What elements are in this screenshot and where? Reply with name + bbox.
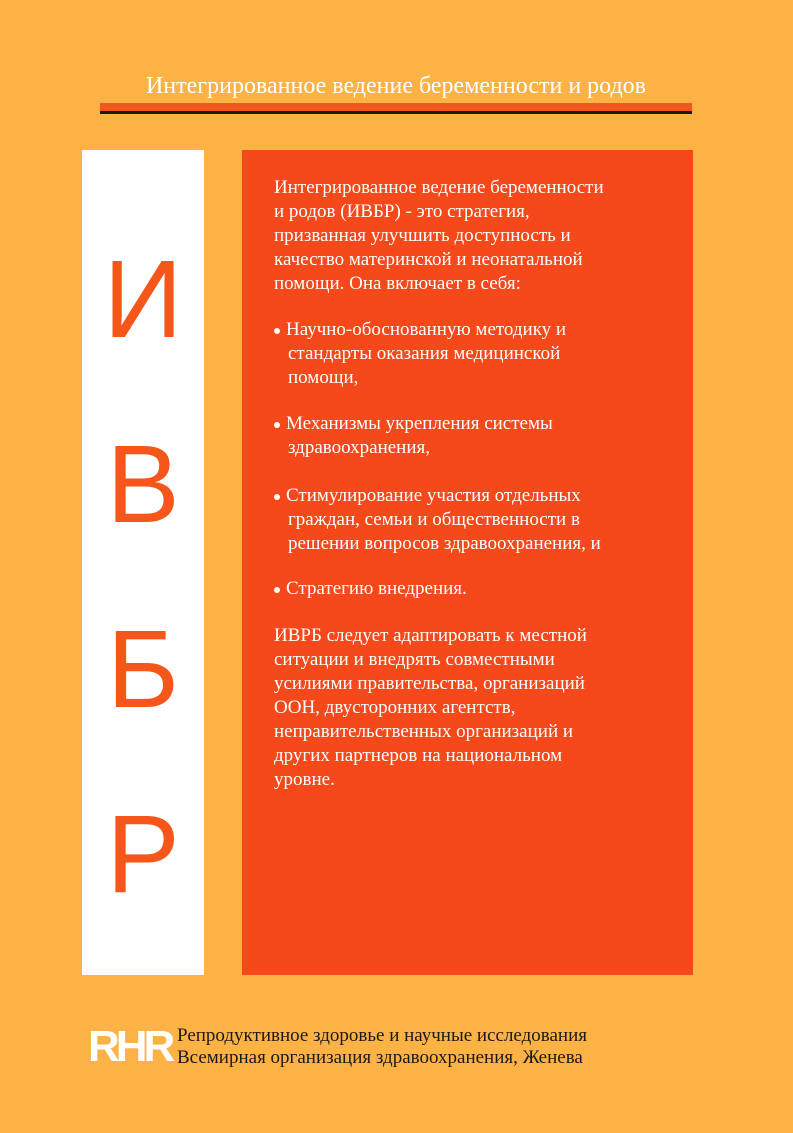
footer-text bbox=[177, 1025, 587, 1069]
bullet-text: стандарты оказания медицинской bbox=[288, 343, 561, 364]
bullet-text: помощи, bbox=[288, 367, 359, 388]
bullet-text: здравоохранения, bbox=[288, 437, 430, 458]
intro-line: и родов (ИВБР) - это стратегия, bbox=[274, 201, 530, 222]
closing-line: неправительственных организаций и bbox=[274, 721, 574, 742]
bullet-text: решении вопросов здравоохранения, и bbox=[288, 533, 601, 554]
closing-paragraph bbox=[274, 624, 684, 792]
bullet-item bbox=[274, 577, 684, 601]
bullet-text: Механизмы укрепления системы bbox=[286, 413, 553, 434]
bullet-item bbox=[274, 318, 684, 390]
closing-line: уровне. bbox=[274, 769, 335, 790]
title-rule-orange bbox=[100, 103, 692, 111]
closing-line: ситуации и внедрять совместными bbox=[274, 649, 555, 670]
closing-line: ИВРБ следует адаптировать к местной bbox=[274, 625, 587, 646]
page-title: Интегрированное ведение беременности и родов bbox=[145, 73, 647, 99]
closing-line: усилиями правительства, организаций bbox=[274, 673, 585, 694]
bullet-text: Стратегию внедрения. bbox=[286, 578, 467, 599]
rhr-logo: RHR bbox=[88, 1022, 172, 1071]
footer-line-2: Всемирная организация здравоохранения, Женева bbox=[177, 1047, 583, 1068]
acronym-letter-4: Р bbox=[106, 793, 180, 916]
acronym-letter-3: Б bbox=[106, 608, 180, 731]
bullet-text: граждан, семьи и общественности в bbox=[288, 509, 580, 530]
intro-line: качество материнской и неонатальной bbox=[274, 249, 583, 270]
intro-line: помощи. Она включает в себя: bbox=[274, 273, 521, 294]
title-rule-black bbox=[100, 111, 692, 114]
intro-line: Интегрированное ведение беременности bbox=[274, 177, 604, 198]
bullet-item bbox=[274, 412, 684, 460]
acronym-letter-2: В bbox=[106, 423, 180, 546]
intro-paragraph bbox=[274, 176, 684, 296]
bullet-text: Научно-обоснованную методику и bbox=[286, 319, 567, 340]
description-panel bbox=[242, 150, 693, 975]
footer-line-1: Репродуктивное здоровье и научные исследования bbox=[177, 1025, 588, 1046]
bullet-item bbox=[274, 484, 684, 556]
acronym-panel bbox=[82, 150, 204, 975]
bullet-dot-icon bbox=[274, 587, 280, 593]
intro-line: призванная улучшить доступность и bbox=[274, 225, 571, 246]
acronym-letter-1: И bbox=[103, 238, 183, 361]
bullet-text: Стимулирование участия отдельных bbox=[286, 485, 581, 506]
bullet-dot-icon bbox=[274, 494, 280, 500]
bullet-dot-icon bbox=[274, 328, 280, 334]
bullet-dot-icon bbox=[274, 422, 280, 428]
closing-line: ООН, двусторонних агентств, bbox=[274, 697, 516, 718]
closing-line: других партнеров на национальном bbox=[274, 745, 563, 766]
